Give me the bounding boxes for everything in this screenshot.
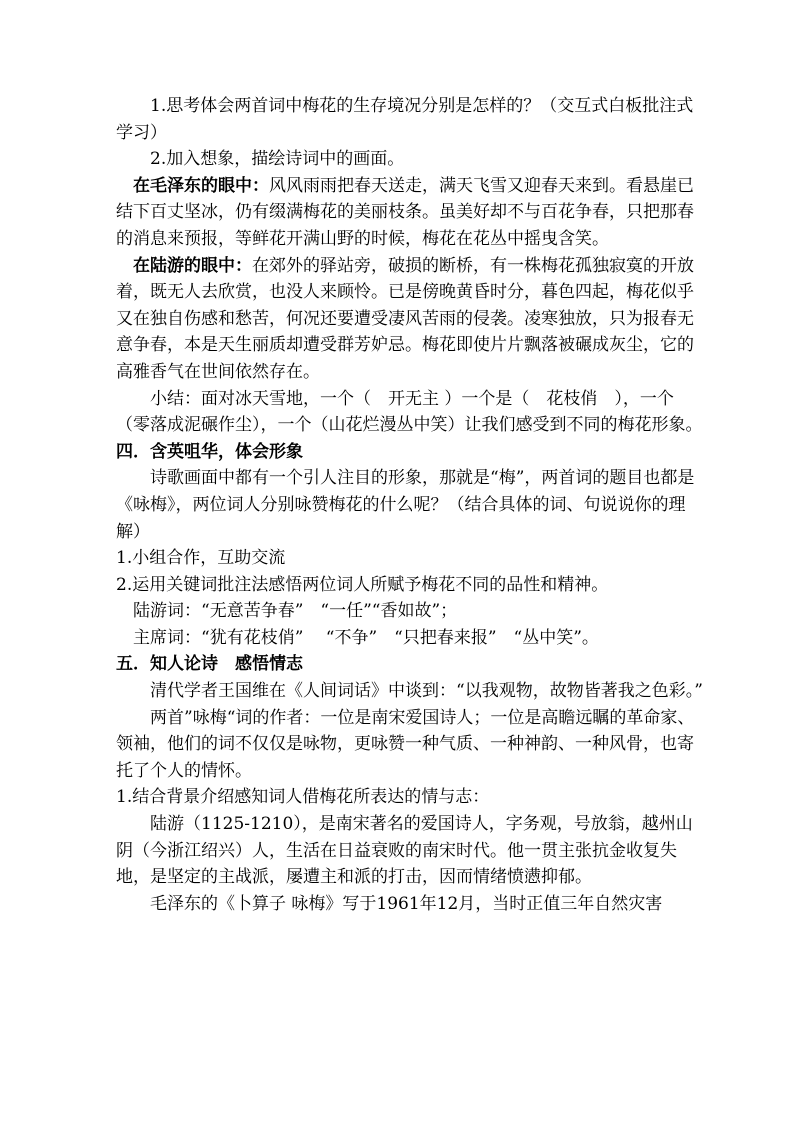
paragraph-authors: 两首”咏梅“词的作者：一位是南宋爱国诗人；一位是高瞻远瞩的革命家、领袖，他们的词不仅仅是咏物，更咏赞一种气质、一种神韵、一种风骨，也寄托了个人的情怀。 [116, 707, 695, 781]
paragraph-question-2: 2.加入想象，描绘诗词中的画面。 [150, 149, 405, 170]
paragraph-mao-view [116, 173, 706, 253]
section-heading-4: 四．含英咀华，体会形象 [116, 441, 303, 462]
paragraph-group-work: 1.小组合作，互助交流 [116, 548, 286, 569]
luyou-view-body: 在郊外的驿站旁，破损的断桥，有一株梅花孤独寂寞的开放着，既无人去欣赏，也没人来顾怜。已是傍晚黄昏时分，暮色四起，梅花似乎又在独自伤感和愁苦，何况还要遭受凄风苦雨的侵袭。凌寒独放，只为报春无意争春，本是天生丽质却遭受群芳妒忌。梅花即使片片飘落被碾成灰尘，它的高雅香气在世间依然存在。 [116, 255, 694, 382]
paragraph-luyou-keywords: 陆游词：“无意苦争春” “一任”“香如故”； [133, 601, 458, 622]
document-page [116, 93, 706, 917]
paragraph-summary: 小结：面对冰天雪地，一个（ 开无主 ）一个是（ 花枝俏 ），一个（零落成泥碾作尘），一个（山花烂漫丛中笑）让我们感受到不同的梅花形象。 [116, 388, 703, 436]
paragraph-question-1: 1.思考体会两首词中梅花的生存境况分别是怎样的？（交互式白板批注式学习） [116, 96, 694, 143]
paragraph-background-task: 1.结合背景介绍感知词人借梅花所表达的情与志： [116, 787, 490, 808]
paragraph-mao-keywords: 主席词：“犹有花枝俏” “不争” “只把春来报” “丛中笑”。 [133, 627, 599, 648]
mao-view-lead: 在毛泽东的眼中： [133, 175, 269, 196]
paragraph-wang-guowei: 清代学者王国维在《人间词话》中谈到：“以我观物，故物皆著我之色彩。” [150, 681, 703, 702]
section-heading-5: 五．知人论诗 感悟情志 [116, 654, 303, 675]
paragraph-luyou-view [116, 253, 706, 386]
paragraph-keyword-method: 2.运用关键词批注法感悟两位词人所赋予梅花不同的品性和精神。 [116, 574, 609, 595]
mao-view-body: 风风雨雨把春天送走，满天飞雪又迎春天来到。看悬崖已结下百丈坚冰，仍有缀满梅花的美丽枝条。虽美好却不与百花争春，只把那春的消息来预报，等鲜花开满山野的时候，梅花在花丛中摇曳含笑。 [116, 175, 694, 249]
paragraph-mao-background: 毛泽东的《卜算子 咏梅》写于1961年12月，当时正值三年自然灾害 [150, 893, 663, 914]
paragraph-luyou-bio: 陆游（1125-1210），是南宋著名的爱国诗人，字务观，号放翁，越州山阴（今浙江绍兴）人，生活在日益衰败的南宋时代。他一贯主张抗金收复失地，是坚定的主战派，屡遭主和派的打击，因而情绪愤懑抑郁。 [116, 814, 693, 888]
luyou-view-lead: 在陆游的眼中： [133, 255, 252, 276]
paragraph-image-intro: 诗歌画面中都有一个引人注目的形象，那就是“梅”，两首词的题目也都是《咏梅》，两位词人分别咏赞梅花的什么呢？（结合具体的词、句说说你的理解） [116, 468, 695, 542]
